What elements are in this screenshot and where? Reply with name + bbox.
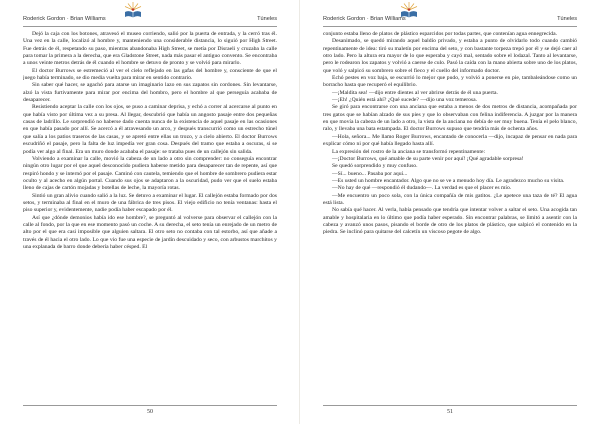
right-page (300, 0, 600, 424)
right-page-body (323, 31, 577, 401)
open-book-logo-icon (398, 0, 420, 22)
header-rule (323, 26, 577, 27)
paragraph: Sin saber qué hacer, se agachó para atarse un imaginario lazo en sus zapatos sin cordones. Sin levantarse, alzó la vista furtivamente para mirar por encima del hombro, pero el hombre al que perseguía acababa de desaparecer. (23, 82, 277, 104)
page-number: 50 (147, 409, 153, 415)
paragraph: —¡Eh! ¿Quién está ahí? ¿Qué sucede? —dijo una voz temerosa. (332, 97, 478, 104)
paragraph: No sabía qué hacer. Al verla, había pensado que tendría que intentar volver a saltar el seto. Una acogida tan amable y hospitalaria en lo último que podía haber esperado. Sin encontrar palabras, se limitó a asentir con la cabeza y avanzó unos pasos, pisando el borde de otro de los platos de plástico, que salpicó el contenido en la piedra. Se inclinó para quitarse del calcetín un viscoso pegote de algo. (323, 207, 577, 236)
header-author: Roderick Gordon · Brian Williams (323, 16, 406, 22)
page-number: 51 (447, 409, 453, 415)
paragraph: Dejó la caja con los botones, atravesó el museo corriendo, salió por la puerta de entrada, y la cerró tras él. Una vez en la calle, localizó al hombre y, manteniendo una considerable distancia, lo siguió por High Street. Fue detrás de él, respetando su paso, mientras abandonaba High Street, se metía por Disraeli y cruzaba la calle para tomar la primera a la derecha, que era Gladstone Street, nada más pasar el antiguo convento. Se encontraba a unos veinte metros detrás de él cuando el hombre se detuvo de pronto y se volvió para mirarlo. (23, 31, 277, 67)
paragraph: Volviendo a examinar la calle, movió la cabeza de un lado a otro sin comprender: no conseguía encontrar ningún otro lugar por el que aquel desconocido pudiera haberse metido para desaparecer tan de repente, así que respiró hondo y se internó por el pasaje. Caminó con cautela, temiendo que el hombre de sombrero pudiera estar oculto y al acecho en algún portal. Cuando sus ojos se adaptaron a la oscuridad, pudo ver que el suelo estaba lleno de cajas de cartón mojadas y botellas de leche, la mayoría rotas. (23, 155, 277, 192)
left-page-body (23, 31, 277, 401)
paragraph: Resistiendo aceptar la calle con los ojos, se puso a caminar deprisa, y echó a correr al acercarse al punto en que había visto por última vez a su presa. Al llegar, descubrió que había un angosto pasaje entre dos pequeñas casas de ladrillo. Le sorprendió no haberse dado cuenta nunca de la existencia de aquel pasaje en las ocasiones en que había pasado por allí. Se acercó a él atravesando un arco, y después transcurrió como un estrecho túnel que salía a los patios traseros de las casas, y se apretó entre ellas un trozo, y a cielo abierto. El doctor Burrows escudriñó el pasaje, pero la falta de luz impedía ver gran cosa. Después del tramo que estaba a oscuras, si se podía ver algo al final. Era un muro donde acababa el pasaje: se trataba pues de un callejón sin salida. (23, 104, 277, 155)
paragraph: —¡Doctor Burrows, qué amable de su parte venir por aquí! ¡Qué agradable sorpresa! (332, 155, 524, 162)
paragraph: conjunto estaba lleno de platos de plástico esparcidos por todas partes, que contenían agua ennegrecida. (323, 31, 558, 37)
paragraph: —Hola, señora... Me llamo Roger Burrows, encantado de conocerla —dijo, incapaz de pensar en nada para explicar cómo ni por qué había llegado hasta allí. (323, 133, 577, 148)
paragraph: —Me encuentro un poco sola, con la única compañía de mis gatitos. ¿Le apetece una taza de té? El agua está lista. (323, 192, 577, 206)
paragraph: —No hay de qué —respondió él dudando—. La verdad es que el placer es mío. (332, 185, 512, 192)
paragraph: Sintió un gran alivio cuando salió a la luz. Se detuvo a examinar el lugar. El callejón estaba formado por dos setos, y terminaba al final en el muro de una fábrica de tres pisos. El viejo edificio no tenía ventanas: hasta el piso superior y, evidentemente, nadie podía haber escapado por él. (23, 192, 277, 214)
footer-rule (23, 405, 277, 406)
paragraph: —Sí... bueno... Pasaba por aquí... (332, 170, 408, 177)
open-book-logo-icon (122, 0, 144, 22)
paragraph: Se giró para encontrarse con una anciana que estaba a menos de dos metros de distancia, acompañada por tres gatos que se habían alzado de sus pies y que lo observaban con felina indiferencia. A juzgar por la manera en que movía la cabeza de un lado a otro, la vista de la anciana no debía de ser muy buena. Tenía el pelo blanco, ralo, y llevaba una bata estampada. El doctor Burrows supuso que tendría más de ochenta años. (323, 104, 577, 133)
paragraph: Se quedó sorprendido y muy confuso. (332, 163, 418, 170)
paragraph: —Es usted un hombre encantador. Algo que no se ve a menudo hoy día. Le agradezco mucho su visita. (332, 177, 565, 184)
paragraph: El doctor Burrows se estremeció al ver el cielo reflejado en las gafas del hombre y, consciente de que el juego había terminado, se dio media vuelta para mirar en sentido contrario. (23, 67, 277, 82)
paragraph: Echó pestes en voz baja, se escurrió lo mejor que pudo, y volvió a ponerse en pie, tambaleándose como un borracho hasta que recuperó el equilibrio. (323, 75, 577, 89)
paragraph: La expresión del rostro de la anciana se transformó repentinamente: (332, 148, 486, 155)
paragraph: Así que ¿dónde demonios había ido ese hombre?, se preguntó al volverse para observar el callejón con la calle al fondo, por la que en ese momento pasó un coche. A su derecha, el seto tenía un enrejado de un metro de alto por el que era casi imposible que alguien saltara. El otro seto no contaba con tal estorbo, así que añade a través de él hacia el otro lado. Lo que vio fue una especie de jardín descuidado y seco, con arbustos marchitos y una explanada de barro donde debería haber césped. El (23, 214, 277, 250)
paragraph: —¡Maldita sea! —dijo entre dientes al ver abrirse detrás de él una puerta. (332, 89, 498, 96)
footer-rule (323, 405, 577, 406)
paragraph: Desanimado, se quedó mirando aquel baldío privado, y estaba a punto de olvidarlo todo cuando cambió repentinamente de idea: tiró su maletín por encima del seto, y con bastante torpeza trepó por él y se dejó caer al otro lado. Pero la altura era mayor de lo que esperaba y cayó mal, sentado sobre el lodazal. Tanto al levantarse, pero le rodearon los zapatos y volvió a caerse de culo. Pasó la caída con la mano abierta sobre uno de los platos, que voló y salpicó su sombrero sobre el fieco y el cuello del informado doctor. (323, 38, 577, 74)
header-book-title: Túneles (257, 16, 277, 22)
header-author: Roderick Gordon · Brian Williams (23, 16, 106, 22)
header-book-title: Túneles (557, 16, 577, 22)
header-rule (23, 26, 277, 27)
